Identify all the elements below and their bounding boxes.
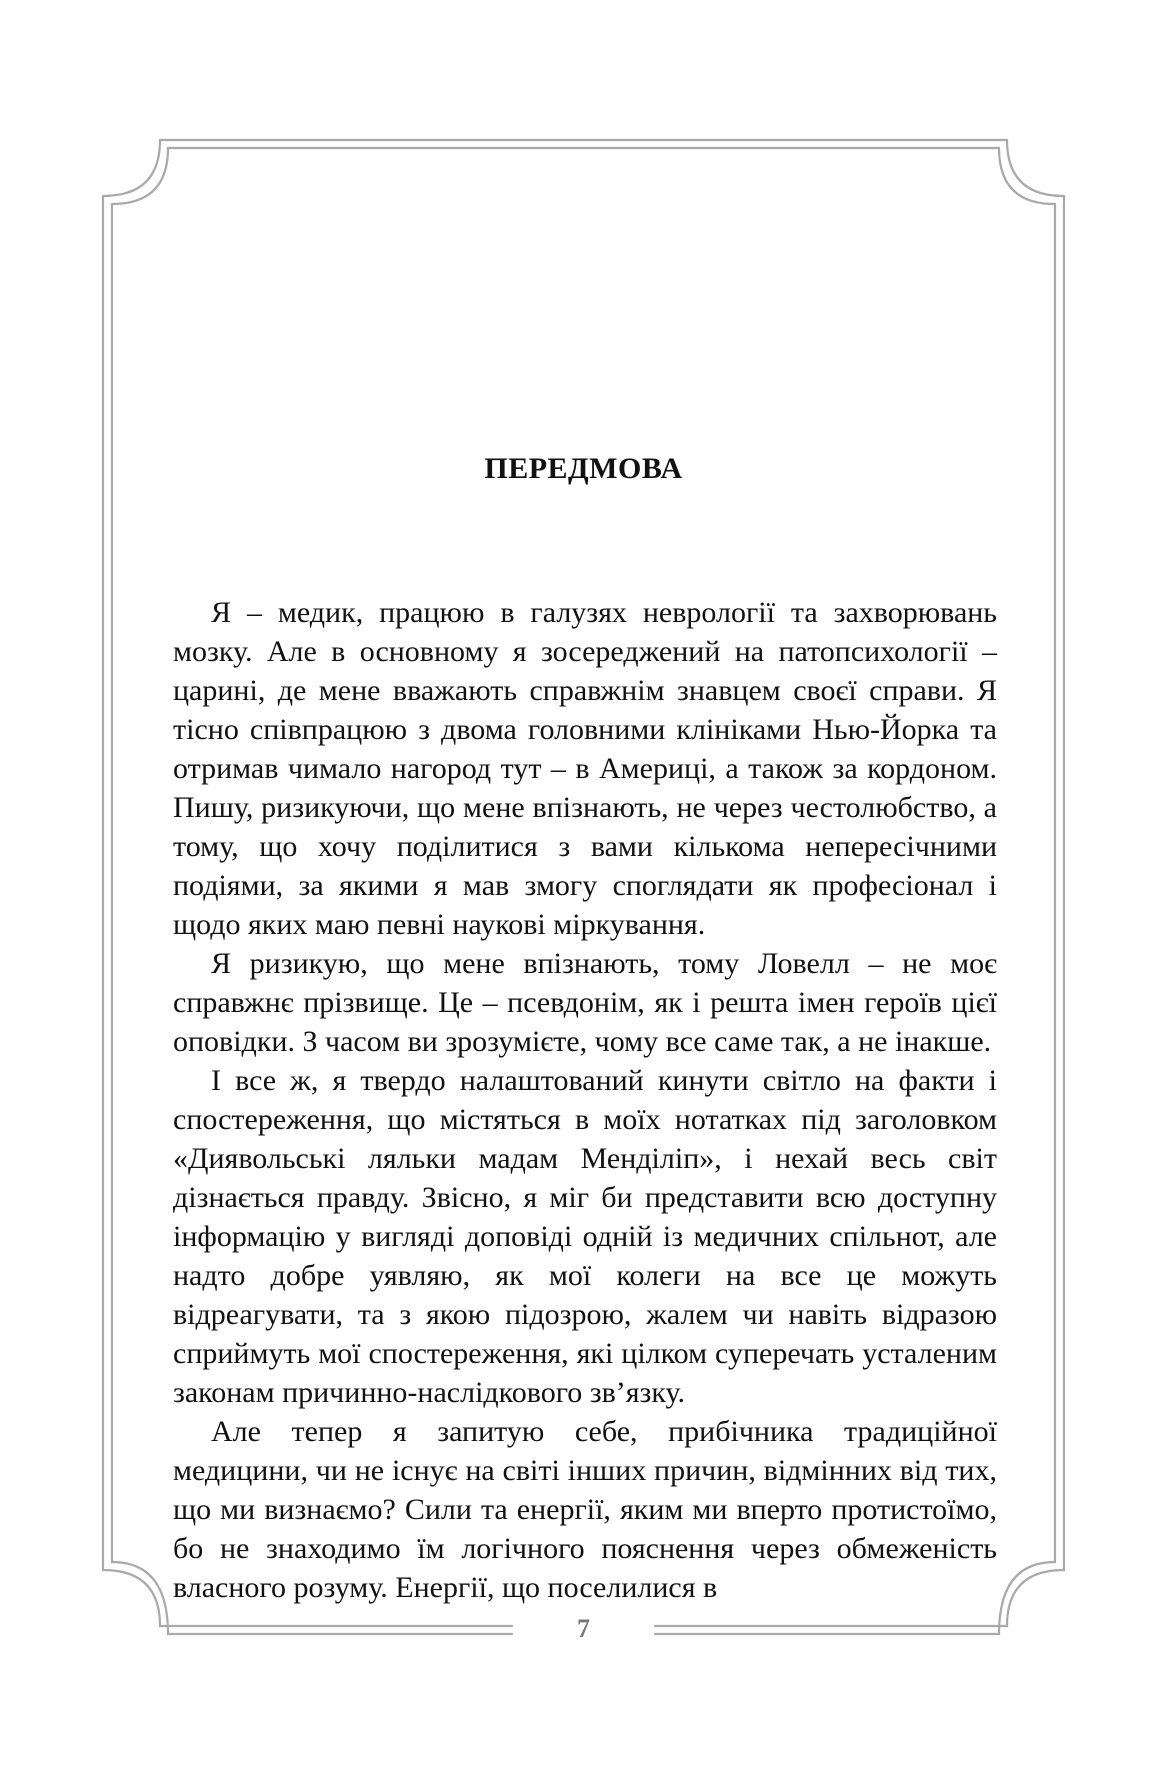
paragraph: Я ризикую, що мене впізнають, тому Ловелл – не моє справжнє прізвище. Це – псевдонім, як і решта імен героїв цієї оповідки. З часом ви зрозумієте, чому все саме так, а не інакше. xyxy=(173,947,997,1058)
paragraph: Я – медик, працюю в галузях неврології та захворювань мозку. Але в основному я зосереджений на патопсихології – царині, де мене вважають справжнім знавцем своєї справи. Я тісно співпрацюю з двома головними клініками Нью-Йорка та отримав чимало нагород тут – в Америці, а також за кордоном. Пишу, ризикуючи, що мене впізнають, не через честолюбство, а тому, що хочу поділитися з вами кількома непересічними подіями, за якими я мав змогу споглядати як професіонал і щодо яких маю певні наукові міркування. xyxy=(173,596,997,941)
body-text xyxy=(173,593,997,1607)
paragraph: Але тепер я запитую себе, прибічника традиційної медицини, чи не існує на світі інших причин, відмінних від тих, що ми визнаємо? Сили та енергії, яким ми вперто протистоїмо, бо не знаходимо їм логічного пояснення через обмеженість власного розуму. Енергії, що поселилися в xyxy=(173,1415,997,1604)
chapter-title: ПЕРЕДМОВА xyxy=(484,452,683,485)
paragraph: І все ж, я твердо налаштований кинути світло на факти і спостереження, що містяться в моїх нотатках під заголовком «Диявольські ляльки мадам Менділіп», і нехай весь світ дізнається правду. Звісно, я міг би представити всю доступну інформацію у вигляді доповіді одній із медичних спільнот, але надто добре уявляю, як мої колеги на все це можуть відреагувати, та з якою підозрою, жалем чи навіть відразою сприймуть мої спостереження, які цілком суперечать усталеним законам причинно-наслідкового зв’язку. xyxy=(173,1064,997,1409)
page-number: 7 xyxy=(577,1614,590,1643)
